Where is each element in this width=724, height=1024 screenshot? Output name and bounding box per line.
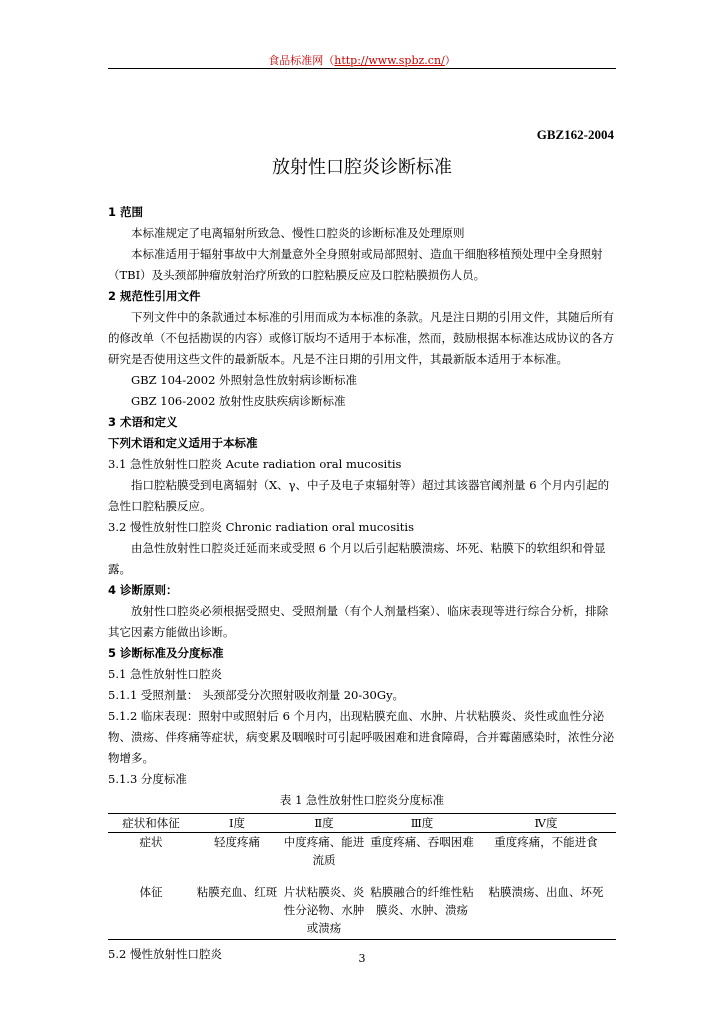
term-3-2-definition: 由急性放射性口腔炎迁延而来或受照 6 个月以后引起粘膜溃疡、坏死、粘膜下的软组织和骨显露。 — [108, 541, 606, 576]
table-header-cell: 症状和体征 — [108, 814, 194, 833]
section-5-1-2: 5.1.2 临床表现：照射中或照射后 6 个月内，出现粘膜充血、水肿、片状粘膜炎、炎性或血性分泌物、溃疡、伴疼痛等症状，病变累及咽喉时可引起呼吸困难和进食障碍，合并霉菌感染时，浓性分泌物增多。 — [108, 709, 614, 765]
table-cell: 症状 — [139, 835, 163, 849]
table-cell: 轻度疼痛 — [214, 835, 260, 849]
site-header-close: ） — [444, 54, 456, 67]
section-1-para-1: 本标准规定了电离辐射所致急、慢性口腔炎的诊断标准及处理原则 — [131, 226, 465, 240]
section-1-heading: 1 范围 — [108, 205, 144, 219]
section-1-para-2: 本标准适用于辐射事故中大剂量意外全身照射或局部照射、造血干细胞移植预处理中全身照射（TBI）及头颈部肿瘤放射治疗所致的口腔粘膜反应及口腔粘膜损伤人员。 — [108, 247, 603, 282]
section-2-heading: 2 规范性引用文件 — [108, 289, 201, 303]
header-rule — [108, 68, 616, 69]
table-cell: 体征 — [108, 883, 194, 940]
table-caption: 表 1 急性放射性口腔炎分度标准 — [279, 793, 445, 807]
grading-table — [108, 813, 616, 940]
term-3-2: 3.2 慢性放射性口腔炎 Chronic radiation oral mucositis — [108, 520, 415, 534]
section-5-2: 5.2 慢性放射性口腔炎 — [108, 947, 222, 961]
table-cell: 粘膜溃疡、出血、坏死 — [476, 883, 616, 940]
table-header-row — [108, 814, 616, 833]
section-5-1: 5.1 急性放射性口腔炎 — [108, 667, 222, 681]
site-url-link[interactable]: http://www.spbz.cn/ — [334, 54, 445, 67]
section-3-intro: 下列术语和定义适用于本标准 — [108, 436, 258, 450]
section-5-1-3: 5.1.3 分度标准 — [108, 772, 187, 786]
page-number: 3 — [358, 952, 366, 965]
table-cell: 重度疼痛、吞咽困难 — [370, 835, 474, 849]
section-5-1-1: 5.1.1 受照剂量： 头颈部受分次照射吸收剂量 20-30Gy。 — [108, 688, 405, 702]
term-3-1-definition: 指口腔粘膜受到电离辐射（X、γ、中子及电子束辐射等）超过其该器官阈剂量 6 个月内引起的急性口腔粘膜反应。 — [108, 478, 610, 513]
table-header-cell: Ⅲ度 — [368, 814, 476, 833]
term-3-1: 3.1 急性放射性口腔炎 Acute radiation oral mucositis — [108, 457, 402, 471]
table-row — [108, 833, 616, 884]
site-name: 食品标准网（ — [268, 54, 335, 67]
section-3-heading: 3 术语和定义 — [108, 415, 178, 429]
table-cell: 片状粘膜炎、炎性分泌物、水肿或溃疡 — [280, 883, 368, 940]
section-4-para-1: 放射性口腔炎必须根据受照史、受照剂量（有个人剂量档案）、临床表现等进行综合分析，排除其它因素方能做出诊断。 — [108, 604, 609, 639]
table-cell: 中度疼痛、能进流质 — [283, 835, 365, 867]
table-header-cell: Ⅳ度 — [476, 814, 616, 833]
document-title: 放射性口腔炎诊断标准 — [272, 157, 452, 178]
reference-1: GBZ 104-2002 外照射急性放射病诊断标准 — [131, 373, 358, 387]
table-cell: 粘膜融合的纤维性粘膜炎、水肿、溃疡 — [368, 883, 476, 940]
table-row — [108, 883, 616, 940]
table-cell: 粘膜充血、红斑 — [194, 883, 280, 940]
document-body — [108, 202, 616, 965]
table-header-cell: Ⅱ度 — [280, 814, 368, 833]
table-header-cell: Ⅰ度 — [194, 814, 280, 833]
section-4-heading: 4 诊断原则： — [108, 583, 178, 597]
site-header — [0, 52, 724, 68]
table-cell: 重度疼痛，不能进食 — [494, 835, 598, 849]
section-2-para-1: 下列文件中的条款通过本标准的引用而成为本标准的条款。凡是注日期的引用文件，其随后所有的修改单（不包括勘误的内容）或修订版均不适用于本标准，然而，鼓励根据本标准达成协议的各方研究是否使用这些文件的最新版本。凡是不注日期的引用文件，其最新版本适用于本标准。 — [108, 310, 614, 366]
reference-2: GBZ 106-2002 放射性皮肤疾病诊断标准 — [131, 394, 346, 408]
section-5-heading: 5 诊断标准及分度标准 — [108, 646, 224, 660]
standard-code: GBZ162-2004 — [536, 127, 614, 142]
